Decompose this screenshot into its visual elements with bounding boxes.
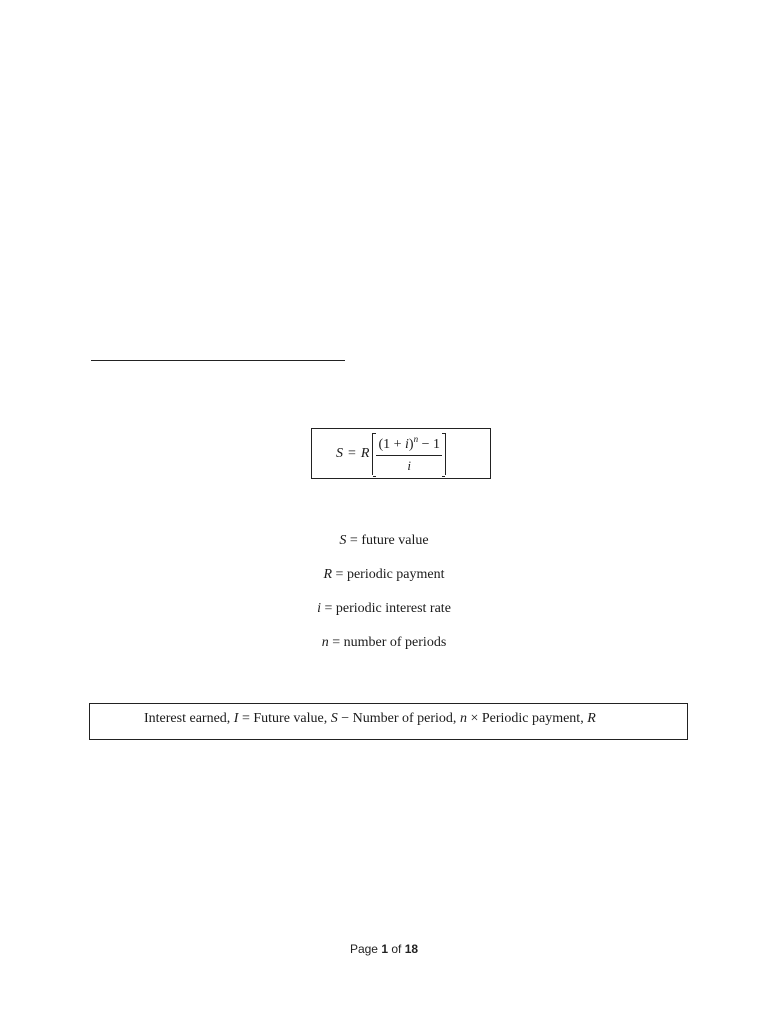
formula-equals: = <box>348 446 356 461</box>
variable-definitions <box>0 530 768 666</box>
formula-denominator: i <box>407 458 412 473</box>
interest-text-3: − Number of period, <box>337 711 460 726</box>
definition-symbol: S <box>339 533 347 548</box>
interest-var-i: I <box>233 711 239 726</box>
numerator-close: ) <box>408 437 414 452</box>
numerator-exponent: n <box>413 434 419 444</box>
formula-bracket <box>372 433 446 475</box>
interest-earned-formula-box <box>89 703 688 740</box>
separator-line <box>91 360 345 361</box>
future-value-formula-box <box>311 428 491 479</box>
interest-text-1: Interest earned, <box>144 711 234 726</box>
numerator-open: (1 + <box>378 437 406 452</box>
formula-payment-symbol: R <box>360 446 370 461</box>
definition-equals: = <box>320 601 336 616</box>
definition-equals: = <box>332 567 347 582</box>
definition-equals: = <box>328 635 344 650</box>
definition-text: number of periods <box>343 635 447 650</box>
numerator-rate: i <box>405 437 409 452</box>
definition-periodic-payment <box>0 564 768 598</box>
footer-page-word: Page <box>349 942 378 956</box>
interest-var-r: R <box>587 711 596 726</box>
footer-page-number: 1 <box>381 942 388 956</box>
definition-text: periodic interest rate <box>335 601 451 616</box>
formula-lhs: S <box>336 446 343 461</box>
definition-text: future value <box>361 533 429 548</box>
numerator-tail: − 1 <box>418 437 440 452</box>
footer-of-word: of <box>391 942 402 956</box>
interest-text-2: = Future value, <box>238 711 331 726</box>
definition-symbol: i <box>317 601 321 616</box>
interest-text-4: × Periodic payment, <box>466 711 588 726</box>
page-footer <box>0 942 768 956</box>
interest-var-s: S <box>330 711 338 726</box>
definition-future-value <box>0 530 768 564</box>
interest-var-n: n <box>459 711 467 726</box>
formula-fraction <box>376 434 442 474</box>
definition-symbol: R <box>323 567 333 582</box>
footer-page-total: 18 <box>404 942 419 956</box>
formula-numerator <box>376 434 442 456</box>
definition-interest-rate <box>0 598 768 632</box>
future-value-formula <box>336 434 446 474</box>
definition-text: periodic payment <box>346 567 445 582</box>
definition-number-of-periods <box>0 632 768 666</box>
definition-equals: = <box>346 533 362 548</box>
definition-symbol: n <box>321 635 329 650</box>
